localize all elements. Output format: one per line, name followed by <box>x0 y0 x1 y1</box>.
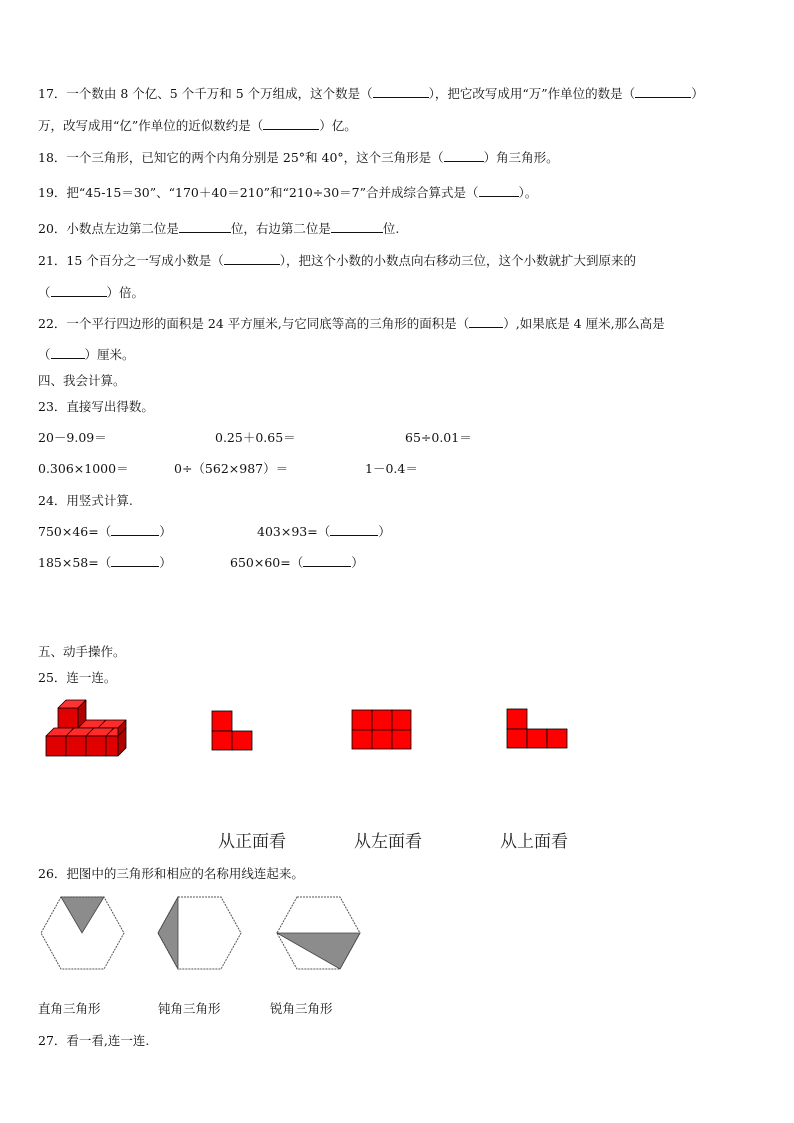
question-21-line2: （ ）倍。 <box>38 285 145 300</box>
answer-blank[interactable] <box>111 523 159 536</box>
hexagon-triangle-acute[interactable] <box>276 896 362 972</box>
vertical-calc-item: 650×60=（ ） <box>230 555 364 570</box>
answer-blank[interactable] <box>444 149 484 162</box>
view-shape-grid[interactable] <box>352 710 412 750</box>
answer-blank[interactable] <box>51 284 107 297</box>
question-22-line2: （ ）厘米。 <box>38 347 135 362</box>
question-19: 19．把“45-15＝30”、“170＋40＝210”和“210÷30＝7”合并成综合算式是（ ）。 <box>38 185 538 200</box>
hexagon-triangle-right[interactable] <box>40 896 126 972</box>
calc-item: 1－0.4＝ <box>365 461 418 476</box>
view-label-left[interactable]: 从左面看 <box>354 832 422 852</box>
calc-item: 0.25＋0.65＝ <box>215 430 296 445</box>
section-heading: 四、我会计算。 <box>38 373 126 388</box>
answer-blank[interactable] <box>373 85 429 98</box>
view-shape-long-l[interactable] <box>507 709 569 749</box>
question-17-line1: 17．一个数由 8 个亿、5 个千万和 5 个万组成，这个数是（ ），把它改写成用“万”作单位的数是（ ） <box>38 86 704 101</box>
answer-blank[interactable] <box>635 85 691 98</box>
answer-blank[interactable] <box>224 252 280 265</box>
triangle-name-right[interactable]: 直角三角形 <box>38 1001 101 1016</box>
question-24-title: 24．用竖式计算. <box>38 493 133 508</box>
question-22-line1: 22．一个平行四边形的面积是 24 平方厘米,与它同底等高的三角形的面积是（ ）,如果底是 4 厘米,那么高是 <box>38 316 665 331</box>
calc-item: 0.306×1000＝ <box>38 461 129 476</box>
answer-blank[interactable] <box>51 346 85 359</box>
cube-solid-figure[interactable] <box>46 698 128 758</box>
section-heading: 五、动手操作。 <box>38 644 126 659</box>
question-25-title: 25．连一连。 <box>38 670 117 685</box>
answer-blank[interactable] <box>303 554 351 567</box>
answer-blank[interactable] <box>179 220 231 233</box>
vertical-calc-item: 750×46=（ ） <box>38 524 172 539</box>
question-23-title: 23．直接写出得数。 <box>38 399 154 414</box>
triangle-name-obtuse[interactable]: 钝角三角形 <box>158 1001 221 1016</box>
answer-blank[interactable] <box>331 220 383 233</box>
question-18: 18．一个三角形，已知它的两个内角分别是 25°和 40°，这个三角形是（ ）角三角形。 <box>38 150 559 165</box>
answer-blank[interactable] <box>111 554 159 567</box>
view-label-front[interactable]: 从正面看 <box>218 832 286 852</box>
triangle-name-acute[interactable]: 锐角三角形 <box>270 1001 333 1016</box>
view-label-top[interactable]: 从上面看 <box>500 832 568 852</box>
calc-item: 20－9.09＝ <box>38 430 107 445</box>
calc-item: 65÷0.01＝ <box>405 430 472 445</box>
answer-blank[interactable] <box>479 184 519 197</box>
hexagon-triangle-obtuse[interactable] <box>157 896 243 972</box>
view-shape-l[interactable] <box>212 711 254 751</box>
question-21-line1: 21．15 个百分之一写成小数是（ ），把这个小数的小数点向右移动三位，这个小数就扩大到原来的 <box>38 253 637 268</box>
question-27-title: 27．看一看,连一连. <box>38 1033 150 1048</box>
question-26-title: 26．把图中的三角形和相应的名称用线连起来。 <box>38 866 304 881</box>
answer-blank[interactable] <box>469 315 503 328</box>
answer-blank[interactable] <box>330 523 378 536</box>
question-17-line2: 万，改写成用“亿”作单位的近似数约是（ ）亿。 <box>38 118 357 133</box>
vertical-calc-item: 185×58=（ ） <box>38 555 172 570</box>
answer-blank[interactable] <box>263 117 319 130</box>
calc-item: 0÷（562×987）＝ <box>174 461 289 476</box>
vertical-calc-item: 403×93=（ ） <box>257 524 391 539</box>
question-20: 20．小数点左边第二位是 位，右边第二位是 位. <box>38 221 400 236</box>
